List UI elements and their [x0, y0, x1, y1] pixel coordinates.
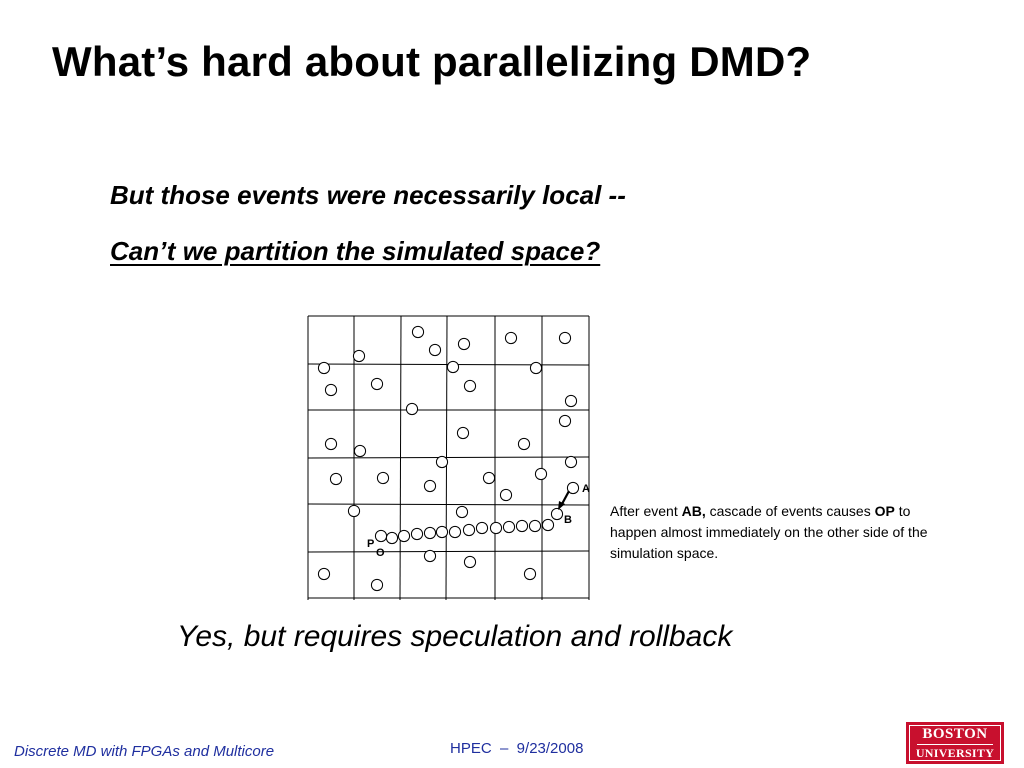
logo-text-university: UNIVERSITY [915, 746, 995, 760]
particle [463, 524, 474, 535]
particle [529, 520, 540, 531]
particle [406, 403, 417, 414]
label-p: P [367, 538, 375, 550]
note-text-3: to happen almost immediately on the other side of the simulation space. [610, 503, 928, 561]
particle [551, 508, 562, 519]
particle [354, 445, 365, 456]
particle [559, 332, 570, 343]
ab-event-arrow [562, 491, 569, 504]
particle [377, 472, 388, 483]
logo-text-boston: BOSTON [922, 726, 988, 742]
particle [318, 362, 329, 373]
particle [535, 468, 546, 479]
particle [483, 472, 494, 483]
particle [325, 438, 336, 449]
particle [411, 528, 422, 539]
label-a: A [582, 483, 590, 495]
particle [412, 326, 423, 337]
grid-line [308, 551, 589, 552]
particle [398, 530, 409, 541]
particle [353, 350, 364, 361]
particle [458, 338, 469, 349]
label-b: B [564, 514, 572, 526]
particle [375, 530, 386, 541]
note-text-2: cascade of events causes [705, 503, 875, 519]
cascade-note [610, 501, 940, 564]
particle [371, 378, 382, 389]
logo-rule [917, 744, 993, 745]
particle [559, 415, 570, 426]
particle [565, 395, 576, 406]
particle [424, 527, 435, 538]
subtitle-line-2: Can’t we partition the simulated space? [110, 236, 601, 266]
particle [325, 384, 336, 395]
particle [490, 522, 501, 533]
particle [518, 438, 529, 449]
particle [464, 556, 475, 567]
simulation-grid-diagram [300, 310, 596, 606]
footer-event-date: HPEC – 9/23/2008 [450, 740, 584, 757]
particle [371, 579, 382, 590]
particle [542, 519, 553, 530]
particle [524, 568, 535, 579]
note-text-1: After event [610, 503, 682, 519]
particle [348, 505, 359, 516]
particle [447, 361, 458, 372]
particle [429, 344, 440, 355]
particle [476, 522, 487, 533]
footer-course-title: Discrete MD with FPGAs and Multicore [14, 743, 275, 760]
particle [500, 489, 511, 500]
label-o: O [376, 547, 385, 559]
grid-line [308, 504, 589, 505]
particle [505, 332, 516, 343]
grid-lines [308, 316, 589, 600]
answer-text: Yes, but requires speculation and rollback [177, 620, 733, 653]
particle [330, 473, 341, 484]
particle [503, 521, 514, 532]
particle [530, 362, 541, 373]
particle [516, 520, 527, 531]
note-bold-op: OP [874, 503, 895, 519]
particle [424, 550, 435, 561]
grid-line [308, 457, 589, 458]
particle [436, 456, 447, 467]
boston-university-logo [906, 722, 1004, 764]
particle [386, 532, 397, 543]
slide-title: What’s hard about parallelizing DMD? [52, 38, 812, 85]
particle [464, 380, 475, 391]
subtitle-line-1: But those events were necessarily local -- [110, 180, 626, 210]
note-bold-ab: AB, [681, 503, 706, 519]
logo-frame [909, 725, 1001, 761]
particle [436, 526, 447, 537]
particle [457, 427, 468, 438]
particle [456, 506, 467, 517]
particle [318, 568, 329, 579]
particle [565, 456, 576, 467]
particle [449, 526, 460, 537]
particle [424, 480, 435, 491]
